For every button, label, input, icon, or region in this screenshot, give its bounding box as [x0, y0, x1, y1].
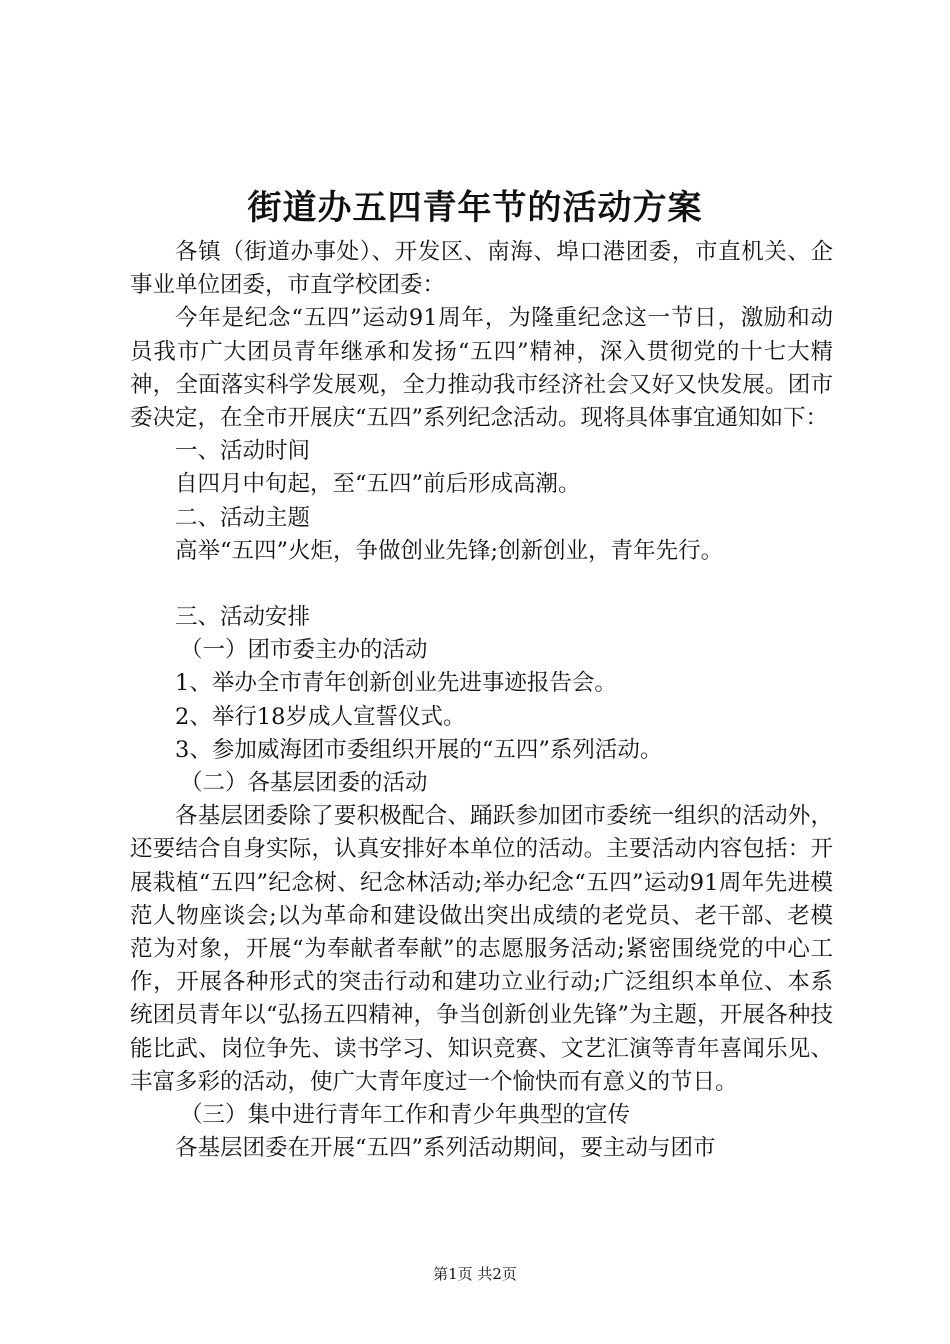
section-heading-arrangement: 三、活动安排 [175, 604, 311, 631]
blank-line [130, 568, 833, 601]
list-item-3: 3、参加威海团市委组织开展的“五四”系列活动。 [175, 736, 663, 763]
section-heading-time: 一、活动时间 [175, 438, 311, 465]
time-paragraph: 自四月中旬起，至“五四”前后形成高潮。 [175, 471, 581, 498]
section-heading-theme: 二、活动主题 [175, 504, 311, 531]
document-body [130, 236, 833, 1165]
list-item-2: 2、举行18岁成人宣誓仪式。 [175, 703, 466, 730]
theme-paragraph: 高举“五四”火炬，争做创业先锋;创新创业，青年先行。 [175, 537, 724, 564]
activities-paragraph: 各基层团委除了要积极配合、踊跃参加团市委统一组织的活动外，还要结合自身实际，认真安排好本单位的活动。主要活动内容包括：开展栽植“五四”纪念树、纪念林活动;举办纪念“五四”运动91周年先进模范人物座谈会;以为革命和建设做出突出成绩的老党员、老干部、老模范为对象，开展“为奉献者奉献”的志愿服务活动;紧密围绕党的中心工作，开展各种形式的突击行动和建功立业行动;广泛组织本单位、本系统团员青年以“弘扬五四精神，争当创新创业先锋”为主题，开展各种技能比武、岗位争先、读书学习、知识竞赛、文艺汇演等青年喜闻乐见、丰富多彩的活动，使广大青年度过一个愉快而有意义的节日。 [130, 803, 833, 1095]
list-item-1: 1、举办全市青年创新创业先进事迹报告会。 [175, 670, 617, 697]
document-title: 街道办五四青年节的活动方案 [247, 188, 703, 228]
subsection-heading-1: （一）团市委主办的活动 [180, 637, 428, 664]
intro-paragraph: 今年是纪念“五四”运动91周年，为隆重纪念这一节日，激励和动员我市广大团员青年继承和发扬“五四”精神，深入贯彻党的十七大精神，全面落实科学发展观，全力推动我市经济社会又好又快发展。团市委决定，在全市开展庆“五四”系列纪念活动。现将具体事宜通知如下： [130, 305, 833, 432]
salutation-paragraph: 各镇（街道办事处）、开发区、南海、埠口港团委，市直机关、企事业单位团委，市直学校团委： [130, 239, 833, 299]
subsection-heading-3: （三）集中进行青年工作和青少年典型的宣传 [180, 1102, 631, 1129]
page-footer: 第1页 共2页 [433, 1265, 517, 1283]
publicity-paragraph: 各基层团委在开展“五四”系列活动期间，要主动与团市 [175, 1135, 716, 1162]
subsection-heading-2: （二）各基层团委的活动 [180, 770, 428, 797]
